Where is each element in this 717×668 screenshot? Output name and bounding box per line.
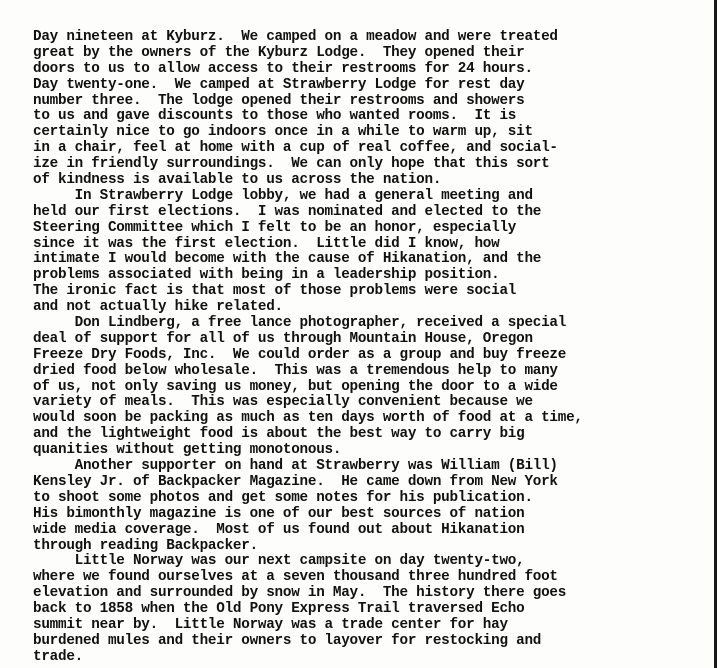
text-line: doors to us to allow access to their restrooms for 24 hours. bbox=[33, 60, 533, 77]
text-line: Day twenty-one. We camped at Strawberry Lodge for rest day bbox=[33, 76, 525, 93]
text-line: back to 1858 when the Old Pony Express Trail traversed Echo bbox=[33, 601, 525, 618]
text-line: elevation and surrounded by snow in May. The history there goes bbox=[33, 585, 567, 602]
text-line: number three. The lodge opened their restrooms and showers bbox=[33, 92, 525, 109]
text-line: deal of support for all of us through Mountain House, Oregon bbox=[33, 330, 533, 347]
typewritten-text bbox=[33, 30, 583, 666]
text-line: summit near by. Little Norway was a trade center for hay bbox=[33, 616, 508, 633]
text-line: where we found ourselves at a seven thousand three hundred foot bbox=[33, 569, 558, 586]
text-line: In Strawberry Lodge lobby, we had a general meeting and bbox=[33, 187, 533, 204]
text-line: quanities without getting monotonous. bbox=[33, 442, 342, 459]
text-line: dried food below wholesale. This was a tremendous help to many bbox=[33, 362, 558, 379]
text-line: and not actually hike related. bbox=[33, 299, 283, 316]
text-line: Kensley Jr. of Backpacker Magazine. He came down from New York bbox=[33, 473, 558, 490]
text-line: variety of meals. This was especially convenient because we bbox=[33, 394, 533, 411]
text-line: through reading Backpacker. bbox=[33, 537, 258, 554]
text-line: since it was the first election. Little did I know, how bbox=[33, 235, 500, 252]
text-line: to shoot some photos and get some notes for his publication. bbox=[33, 489, 533, 506]
text-line: Little Norway was our next campsite on day twenty-two, bbox=[33, 553, 525, 570]
text-line: would soon be packing as much as ten days worth of food at a time, bbox=[33, 410, 583, 427]
text-line: ize in friendly surroundings. We can only hope that this sort bbox=[33, 156, 550, 173]
text-line: of kindness is available to us across the nation. bbox=[33, 172, 442, 189]
text-line: wide media coverage. Most of us found out about Hikanation bbox=[33, 521, 525, 538]
text-line: Don Lindberg, a free lance photographer, received a special bbox=[33, 315, 567, 332]
text-line: of us, not only saving us money, but opening the door to a wide bbox=[33, 378, 558, 395]
text-line: The ironic fact is that most of those problems were social bbox=[33, 283, 517, 300]
text-line: problems associated with being in a leadership position. bbox=[33, 267, 500, 284]
text-line: His bimonthly magazine is one of our best sources of nation bbox=[33, 505, 525, 522]
text-line: trade. bbox=[33, 648, 83, 665]
text-line: intimate I would become with the cause of Hikanation, and the bbox=[33, 251, 542, 268]
text-line: Another supporter on hand at Strawberry was William (Bill) bbox=[33, 458, 558, 475]
text-line: Day nineteen at Kyburz. We camped on a meadow and were treated bbox=[33, 29, 558, 45]
text-line: Steering Committee which I felt to be an honor, especially bbox=[33, 219, 517, 236]
text-line: burdened mules and their owners to layover for restocking and bbox=[33, 632, 542, 649]
text-line: great by the owners of the Kyburz Lodge. They opened their bbox=[33, 44, 525, 61]
text-line: held our first elections. I was nominated and elected to the bbox=[33, 203, 542, 220]
text-line: and the lightweight food is about the best way to carry big bbox=[33, 426, 525, 443]
text-line: in a chair, feel at home with a cup of real coffee, and social- bbox=[33, 140, 558, 157]
text-line: to us and gave discounts to those who wanted rooms. It is bbox=[33, 108, 517, 125]
text-line: certainly nice to go indoors once in a while to warm up, sit bbox=[33, 124, 533, 141]
text-line: Freeze Dry Foods, Inc. We could order as a group and buy freeze bbox=[33, 346, 567, 363]
